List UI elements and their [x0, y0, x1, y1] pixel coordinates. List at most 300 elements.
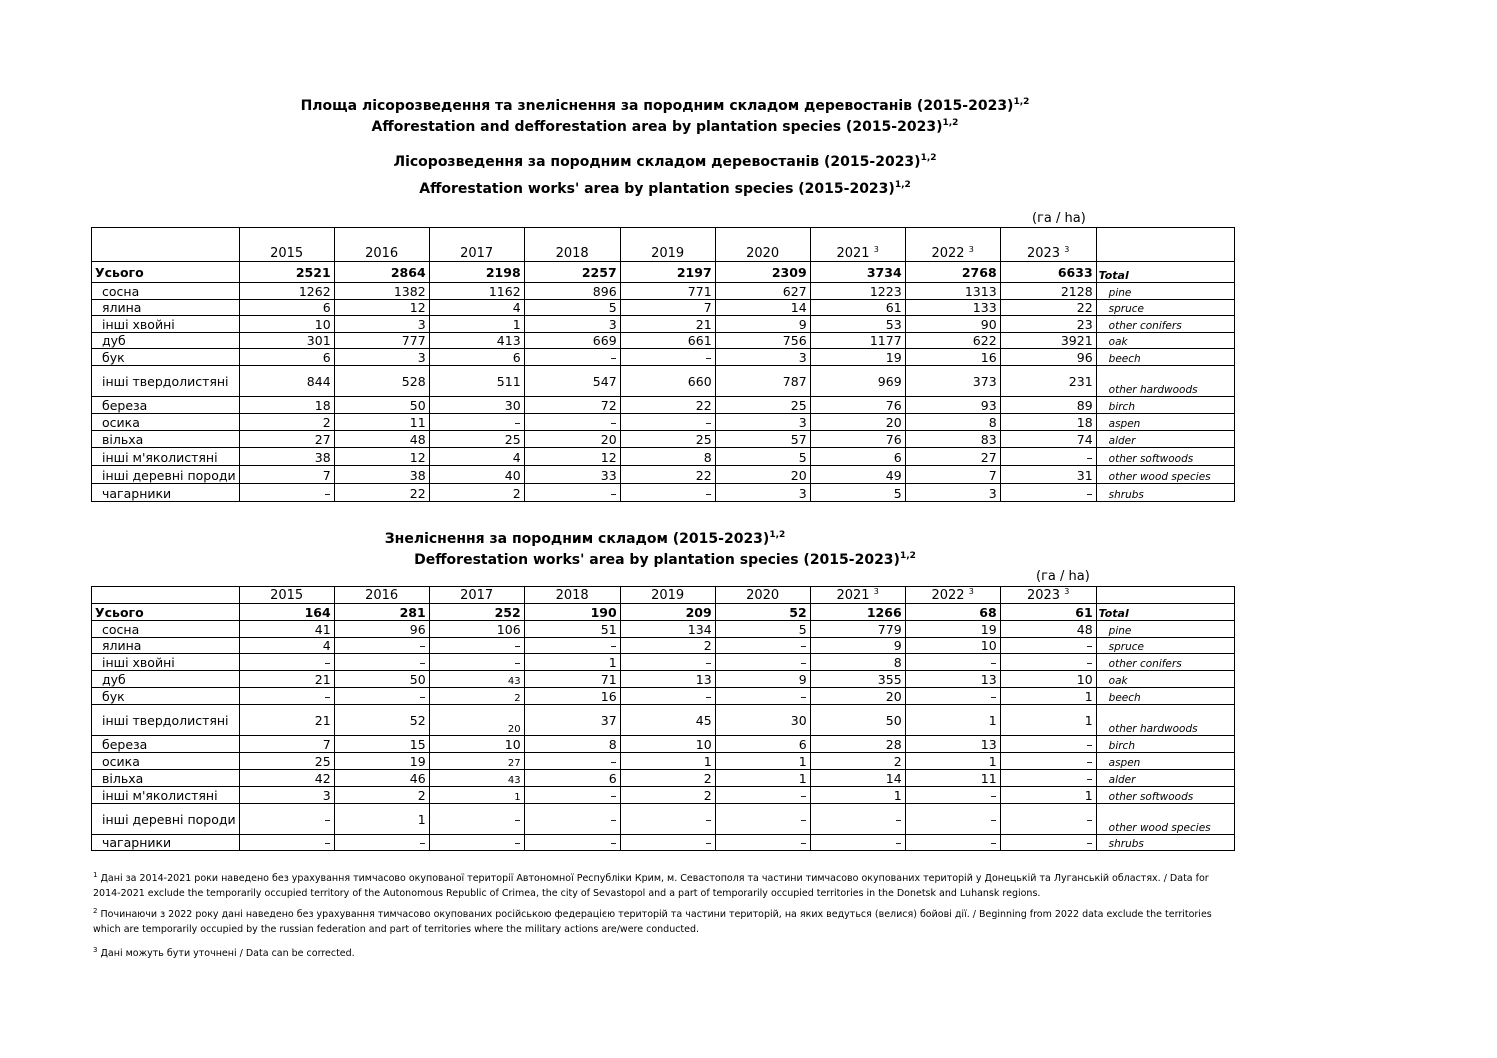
value-cell: 3 [715, 484, 810, 502]
value-cell: 1 [715, 753, 810, 770]
species-name-en: oak [1096, 671, 1234, 688]
value-cell: 4 [239, 638, 334, 654]
species-name-en: spruce [1096, 300, 1234, 316]
value-cell: – [239, 688, 334, 705]
afforestation-title-ua [0, 153, 1330, 171]
value-cell: 11 [905, 770, 1000, 787]
value-cell: 3 [524, 316, 620, 333]
value-cell: – [1000, 770, 1096, 787]
table-row [92, 638, 1235, 654]
value-cell: 511 [429, 366, 524, 397]
value-cell: – [1000, 835, 1096, 851]
value-cell: 3734 [810, 262, 905, 283]
table-row [92, 414, 1235, 431]
value-cell: 4 [429, 448, 524, 466]
value-cell: 14 [810, 770, 905, 787]
value-cell: 20 [810, 688, 905, 705]
value-cell: – [905, 787, 1000, 804]
value-cell: 661 [620, 333, 715, 349]
value-cell: 1 [524, 654, 620, 671]
year-label: 2022 [931, 246, 965, 261]
value-cell: 38 [239, 448, 334, 466]
value-cell: 8 [905, 414, 1000, 431]
table-row [92, 688, 1235, 705]
table-row [92, 654, 1235, 671]
species-name-ua: чагарники [92, 835, 240, 851]
value-cell: 3 [905, 484, 1000, 502]
value-cell: 231 [1000, 366, 1096, 397]
value-cell: – [905, 835, 1000, 851]
value-cell: 6 [810, 448, 905, 466]
value-cell: 10 [429, 736, 524, 753]
title-superscript: 1,2 [1013, 97, 1030, 107]
year-header [620, 587, 715, 604]
table-row [92, 753, 1235, 770]
value-cell: 50 [334, 671, 429, 688]
table-row [92, 787, 1235, 804]
value-cell: – [810, 804, 905, 835]
value-cell: 1162 [429, 283, 524, 300]
year-header [334, 228, 429, 262]
value-cell: 14 [715, 300, 810, 316]
value-cell: 3 [239, 787, 334, 804]
year-label: 2023 [1026, 588, 1061, 603]
value-cell: 89 [1000, 397, 1096, 414]
value-cell: 2128 [1000, 283, 1096, 300]
value-cell: 2 [429, 484, 524, 502]
value-cell: 1 [905, 753, 1000, 770]
year-label: 2017 [460, 246, 494, 261]
value-cell: – [334, 638, 429, 654]
species-name-en: Total [1096, 604, 1234, 621]
main-title-en-text: Afforestation and defforestation area by plantation species (2015-2023) [371, 119, 943, 135]
value-cell: – [524, 638, 620, 654]
species-name-en: other conifers [1096, 654, 1234, 671]
year-label: 2015 [270, 246, 304, 261]
species-name-en: aspen [1096, 753, 1234, 770]
main-title-en [0, 118, 1330, 136]
value-cell: – [429, 414, 524, 431]
value-cell: 40 [429, 466, 524, 484]
value-cell: 9 [715, 316, 810, 333]
value-cell: 22 [620, 466, 715, 484]
value-cell: 3 [334, 316, 429, 333]
value-cell: – [715, 638, 810, 654]
value-cell: – [239, 654, 334, 671]
year-label: 2021 [836, 588, 870, 603]
value-cell: 52 [334, 705, 429, 736]
table-row [92, 397, 1235, 414]
year-header [429, 587, 524, 604]
species-name-en: other softwoods [1096, 787, 1234, 804]
value-cell: 6 [429, 349, 524, 366]
value-cell: 771 [620, 283, 715, 300]
afforestation-title-en-text: Afforestation works' area by plantation species (2015-2023) [419, 181, 895, 197]
value-cell: 18 [239, 397, 334, 414]
value-cell: 48 [334, 431, 429, 448]
value-cell: 21 [239, 705, 334, 736]
year-header [810, 228, 905, 262]
value-cell: 777 [334, 333, 429, 349]
species-name-en: pine [1096, 283, 1234, 300]
afforestation-title-ua-text: Лісорозведення за породним складом деревостанів (2015-2023) [393, 154, 921, 170]
species-name-ua: ялина [92, 300, 240, 316]
value-cell: – [239, 804, 334, 835]
year-label: 2016 [365, 588, 399, 603]
value-cell: – [715, 688, 810, 705]
value-cell: 5 [524, 300, 620, 316]
value-cell: 19 [905, 621, 1000, 638]
table-row [92, 705, 1235, 736]
value-cell: 90 [905, 316, 1000, 333]
value-cell: 68 [905, 604, 1000, 621]
value-cell: 30 [429, 397, 524, 414]
value-cell: – [334, 688, 429, 705]
value-cell: 61 [810, 300, 905, 316]
header-blank-cell [1096, 587, 1234, 604]
table-row [92, 333, 1235, 349]
value-cell: 16 [905, 349, 1000, 366]
footnote-text: Починаючи з 2022 року дані наведено без урахування тимчасово окупованих російською федерацією територій та частини територій, на яких ведуться (велися) бойові дії. / Beginning from 2022 data exclude the territories which are temporarily occupied by the russian federation and part of territories where the military actions are/were conducted. [93, 909, 1212, 935]
value-cell: 33 [524, 466, 620, 484]
value-cell: 787 [715, 366, 810, 397]
defforestation-title-en-text: Defforestation works' area by plantation species (2015-2023) [414, 552, 900, 568]
table-row [92, 300, 1235, 316]
year-superscript: 3 [968, 587, 974, 596]
value-cell: – [905, 688, 1000, 705]
species-name-ua: дуб [92, 333, 240, 349]
value-cell: 27 [429, 753, 524, 770]
main-title-ua [0, 97, 1330, 115]
species-name-ua: інші твердолистяні [92, 705, 240, 736]
defforestation-title-ua [0, 530, 1170, 548]
value-cell: – [715, 804, 810, 835]
value-cell: 547 [524, 366, 620, 397]
title-superscript: 1,2 [920, 153, 937, 163]
value-cell: – [1000, 484, 1096, 502]
value-cell: 48 [1000, 621, 1096, 638]
value-cell: – [1000, 736, 1096, 753]
header-blank-cell [1096, 228, 1234, 262]
value-cell: 25 [429, 431, 524, 448]
value-cell: 27 [239, 431, 334, 448]
value-cell: 528 [334, 366, 429, 397]
value-cell: 6 [524, 770, 620, 787]
species-name-en: beech [1096, 349, 1234, 366]
species-name-ua: осика [92, 414, 240, 431]
value-cell: 12 [334, 448, 429, 466]
value-cell: 1 [1000, 688, 1096, 705]
value-cell: 8 [810, 654, 905, 671]
value-cell: 1313 [905, 283, 1000, 300]
value-cell: 3 [715, 414, 810, 431]
species-name-ua: Усього [92, 604, 240, 621]
value-cell: 1 [810, 787, 905, 804]
footnote-text: Дані можуть бути уточнені / Data can be corrected. [100, 948, 355, 959]
value-cell: 164 [239, 604, 334, 621]
table-row [92, 804, 1235, 835]
year-label: 2015 [270, 588, 304, 603]
value-cell: 1177 [810, 333, 905, 349]
value-cell: 13 [620, 671, 715, 688]
value-cell: 7 [905, 466, 1000, 484]
value-cell: 20 [524, 431, 620, 448]
value-cell: 61 [1000, 604, 1096, 621]
value-cell: 5 [810, 484, 905, 502]
value-cell: – [620, 804, 715, 835]
value-cell: 4 [429, 300, 524, 316]
value-cell: 355 [810, 671, 905, 688]
value-cell: 2197 [620, 262, 715, 283]
value-cell: 37 [524, 705, 620, 736]
value-cell: – [620, 484, 715, 502]
table-row [92, 484, 1235, 502]
species-name-en: spruce [1096, 638, 1234, 654]
year-label: 2022 [931, 588, 965, 603]
value-cell: – [524, 753, 620, 770]
table-row [92, 431, 1235, 448]
value-cell: 6 [239, 349, 334, 366]
year-superscript: 3 [1064, 245, 1070, 254]
value-cell: 6 [715, 736, 810, 753]
value-cell: 2 [239, 414, 334, 431]
value-cell: 1 [429, 787, 524, 804]
value-cell: 2 [810, 753, 905, 770]
value-cell: 660 [620, 366, 715, 397]
value-cell: 133 [905, 300, 1000, 316]
value-cell: 896 [524, 283, 620, 300]
value-cell: 281 [334, 604, 429, 621]
value-cell: 7 [239, 466, 334, 484]
value-cell: – [524, 484, 620, 502]
value-cell: 844 [239, 366, 334, 397]
defforestation-title-en [0, 551, 1330, 569]
value-cell: 53 [810, 316, 905, 333]
value-cell: – [620, 414, 715, 431]
value-cell: – [715, 787, 810, 804]
value-cell: 1266 [810, 604, 905, 621]
value-cell: 1 [905, 705, 1000, 736]
value-cell: 52 [715, 604, 810, 621]
species-name-ua: дуб [92, 671, 240, 688]
footnote-1 [93, 871, 1233, 901]
afforestation-title-en [0, 180, 1330, 198]
value-cell: 42 [239, 770, 334, 787]
value-cell: 2 [429, 688, 524, 705]
value-cell: 10 [1000, 671, 1096, 688]
value-cell: 2521 [239, 262, 334, 283]
value-cell: 46 [334, 770, 429, 787]
table-row [92, 349, 1235, 366]
value-cell: 96 [334, 621, 429, 638]
year-superscript: 3 [873, 245, 879, 254]
value-cell: 3921 [1000, 333, 1096, 349]
table-row [92, 770, 1235, 787]
value-cell: 57 [715, 431, 810, 448]
year-header [715, 587, 810, 604]
value-cell: 71 [524, 671, 620, 688]
value-cell: 22 [620, 397, 715, 414]
species-name-ua: Усього [92, 262, 240, 283]
species-name-en: pine [1096, 621, 1234, 638]
species-name-en: other softwoods [1096, 448, 1234, 466]
year-header [620, 228, 715, 262]
value-cell: 10 [239, 316, 334, 333]
value-cell: 7 [620, 300, 715, 316]
footnote-marker: 3 [93, 946, 98, 954]
year-header [334, 587, 429, 604]
value-cell: 21 [239, 671, 334, 688]
value-cell: 13 [905, 736, 1000, 753]
value-cell: 8 [524, 736, 620, 753]
header-blank-cell [92, 228, 240, 262]
footnote-text: Дані за 2014-2021 роки наведено без урахування тимчасово окупованої території Автономної Республіки Крим, м. Севастополя та частини тимчасово окупованих територій у Донецькій та Луганській областях. / Data for 2014-2021 exclude the temporarily occupied territory of the Autonomous Republic of Crimea, the city of Sevastopol and a part of temporarily occupied territories in the Donetsk and Luhansk regions. [93, 873, 1209, 899]
species-name-en: beech [1096, 688, 1234, 705]
value-cell: 11 [334, 414, 429, 431]
value-cell: – [524, 414, 620, 431]
year-label: 2017 [460, 588, 494, 603]
value-cell: 2 [620, 787, 715, 804]
year-header [429, 228, 524, 262]
species-name-ua: інші хвойні [92, 316, 240, 333]
species-name-en: other hardwoods [1096, 366, 1234, 397]
value-cell: 756 [715, 333, 810, 349]
year-label: 2019 [651, 246, 685, 261]
value-cell: 21 [620, 316, 715, 333]
species-name-ua: сосна [92, 283, 240, 300]
value-cell: – [1000, 448, 1096, 466]
value-cell: 22 [334, 484, 429, 502]
table-row [92, 621, 1235, 638]
species-name-en: oak [1096, 333, 1234, 349]
value-cell: 76 [810, 397, 905, 414]
value-cell: 1 [715, 770, 810, 787]
value-cell: – [334, 654, 429, 671]
header-blank-cell [92, 587, 240, 604]
value-cell: 106 [429, 621, 524, 638]
value-cell: – [1000, 804, 1096, 835]
year-header [239, 587, 334, 604]
species-name-en: shrubs [1096, 484, 1234, 502]
value-cell: – [524, 835, 620, 851]
value-cell: 50 [334, 397, 429, 414]
header-row [92, 228, 1235, 262]
value-cell: 45 [620, 705, 715, 736]
species-name-ua: інші деревні породи [92, 804, 240, 835]
year-header [1000, 228, 1096, 262]
year-label: 2020 [746, 246, 780, 261]
value-cell: 1223 [810, 283, 905, 300]
value-cell: – [239, 835, 334, 851]
species-name-en: aspen [1096, 414, 1234, 431]
value-cell: 1 [620, 753, 715, 770]
species-name-en: Total [1096, 262, 1234, 283]
species-name-ua: інші деревні породи [92, 466, 240, 484]
value-cell: 5 [715, 448, 810, 466]
value-cell: 15 [334, 736, 429, 753]
value-cell: 6 [239, 300, 334, 316]
value-cell: 43 [429, 671, 524, 688]
afforestation-unit: (га / ha) [1032, 211, 1086, 226]
value-cell: 49 [810, 466, 905, 484]
value-cell: – [620, 835, 715, 851]
value-cell: – [239, 484, 334, 502]
value-cell: – [905, 654, 1000, 671]
species-name-ua: береза [92, 736, 240, 753]
afforestation-table [91, 227, 1235, 502]
value-cell: 27 [905, 448, 1000, 466]
value-cell: 10 [905, 638, 1000, 654]
species-name-en: other wood species [1096, 466, 1234, 484]
value-cell: – [429, 804, 524, 835]
value-cell: 83 [905, 431, 1000, 448]
value-cell: 19 [810, 349, 905, 366]
table-row [92, 316, 1235, 333]
year-header [715, 228, 810, 262]
table-row [92, 736, 1235, 753]
value-cell: – [1000, 654, 1096, 671]
species-name-ua: береза [92, 397, 240, 414]
value-cell: – [715, 835, 810, 851]
year-header [524, 228, 620, 262]
value-cell: – [1000, 638, 1096, 654]
footnote-2 [93, 907, 1233, 937]
title-superscript: 1,2 [899, 551, 916, 561]
table-row [92, 466, 1235, 484]
species-name-en: alder [1096, 431, 1234, 448]
table-row [92, 671, 1235, 688]
total-row [92, 262, 1235, 283]
value-cell: – [524, 349, 620, 366]
value-cell: 13 [905, 671, 1000, 688]
value-cell: 1 [1000, 705, 1096, 736]
value-cell: 1 [334, 804, 429, 835]
year-label: 2016 [365, 246, 399, 261]
value-cell: 2 [334, 787, 429, 804]
value-cell: 76 [810, 431, 905, 448]
value-cell: 7 [239, 736, 334, 753]
value-cell: 622 [905, 333, 1000, 349]
value-cell: 96 [1000, 349, 1096, 366]
value-cell: 669 [524, 333, 620, 349]
species-name-ua: інші хвойні [92, 654, 240, 671]
value-cell: 16 [524, 688, 620, 705]
value-cell: 22 [1000, 300, 1096, 316]
year-superscript: 3 [1064, 587, 1070, 596]
value-cell: – [620, 654, 715, 671]
value-cell: 10 [620, 736, 715, 753]
table-row [92, 283, 1235, 300]
value-cell: 25 [620, 431, 715, 448]
species-name-ua: бук [92, 688, 240, 705]
species-name-en: shrubs [1096, 835, 1234, 851]
value-cell: 779 [810, 621, 905, 638]
year-label: 2019 [651, 588, 685, 603]
year-header [905, 587, 1000, 604]
value-cell: 209 [620, 604, 715, 621]
table-row [92, 448, 1235, 466]
species-name-en: birch [1096, 736, 1234, 753]
species-name-en: other hardwoods [1096, 705, 1234, 736]
value-cell: – [715, 654, 810, 671]
value-cell: 134 [620, 621, 715, 638]
value-cell: 1262 [239, 283, 334, 300]
value-cell: 5 [715, 621, 810, 638]
year-label: 2021 [836, 246, 870, 261]
value-cell: 23 [1000, 316, 1096, 333]
value-cell: 1 [429, 316, 524, 333]
value-cell: 93 [905, 397, 1000, 414]
